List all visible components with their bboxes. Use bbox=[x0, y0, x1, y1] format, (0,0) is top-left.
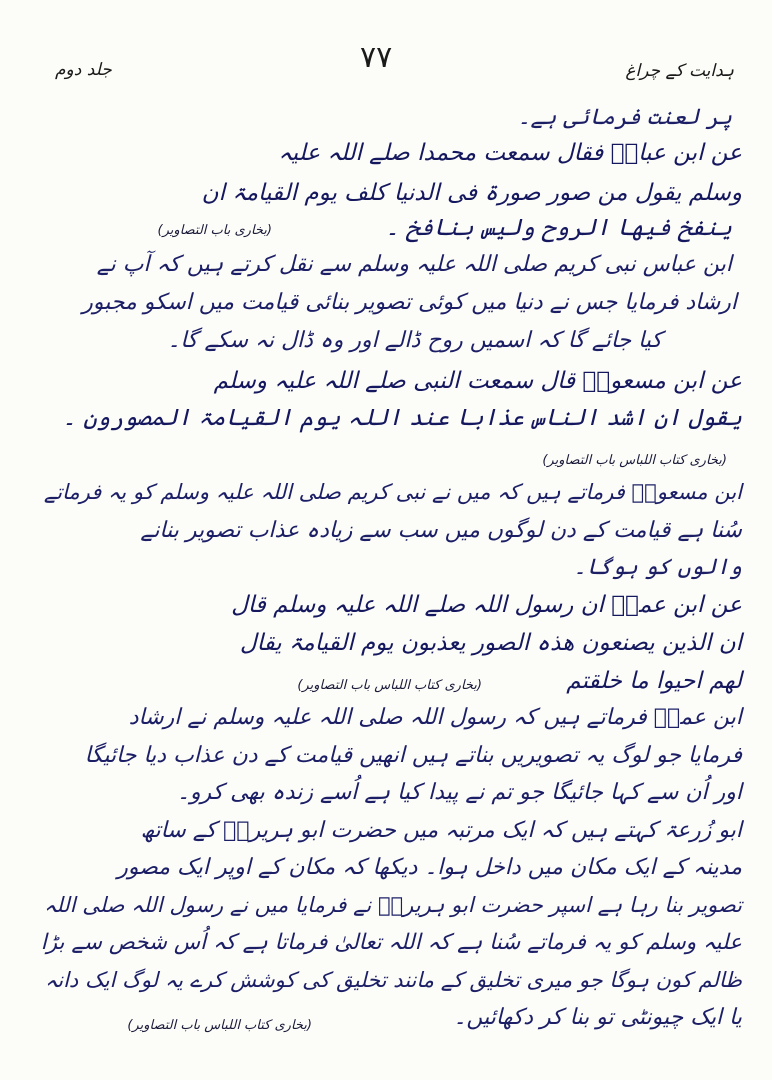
text-line: پر لعنت فرمائی ہے۔ bbox=[517, 105, 732, 130]
text-line: ابن مسعودؓ فرماتے ہیں کہ میں نے نبی کریم صلی اللہ علیہ وسلم کو یہ فرماتے bbox=[43, 480, 742, 504]
text-line: کیا جائے گا کہ اسمیں روح ڈالے اور وہ ڈال نہ سکے گا۔ bbox=[167, 328, 662, 353]
text-line: والوں کو ہوگا۔ bbox=[573, 555, 742, 580]
page-header bbox=[0, 40, 772, 100]
hadith-line: ینفخ فیھا الروح ولیس بنافخ ۔ bbox=[385, 215, 732, 241]
text-line: علیہ وسلم کو یہ فرماتے سُنا ہے کہ اللہ تعالیٰ فرماتا ہے کہ اُس شخص سے بڑا bbox=[40, 930, 742, 955]
hadith-line: لھم احیوا ما خلقتم bbox=[566, 668, 742, 694]
text-line: ظالم کون ہوگا جو میری تخلیق کے مانند تخلیق کی کوشش کرے یہ لوگ ایک دانہ bbox=[44, 968, 742, 992]
hadith-line: ان الذین یصنعون ھذہ الصور یعذبون یوم القیامۃ یقال bbox=[239, 630, 742, 656]
text-line: فرمایا جو لوگ یہ تصویریں بناتے ہیں انھیں قیامت کے دن عذاب دیا جائیگا bbox=[84, 743, 742, 768]
volume-label: جلد دوم bbox=[55, 60, 112, 80]
text-line: ابن عباس نبی کریم صلی اللہ علیہ وسلم سے نقل کرتے ہیں کہ آپ نے bbox=[96, 252, 732, 277]
hadith-line: یقول ان اشد الناس عذابا عند اللہ یوم القیامۃ المصورون ۔ bbox=[62, 405, 742, 431]
hadith-line: عن ابن عمرؓ ان رسول اللہ صلے اللہ علیہ وسلم قال bbox=[231, 592, 742, 618]
hadith-line: عن ابن مسعودؓ قال سمعت النبی صلے اللہ علیہ وسلم bbox=[213, 368, 742, 394]
hadith-line: وسلم یقول من صور صورۃ فی الدنیا کلف یوم القیامۃ ان bbox=[201, 180, 742, 206]
text-line: مدینہ کے ایک مکان میں داخل ہوا۔ دیکھا کہ مکان کے اوپر ایک مصور bbox=[117, 855, 742, 880]
page-number: ۷۷ bbox=[360, 40, 393, 75]
reference-line: (بخاری باب التصاویر) bbox=[157, 223, 272, 238]
reference-line: (بخاری کتاب اللباس باب التصاویر) bbox=[542, 453, 727, 468]
text-line: تصویر بنا رہا ہے اسپر حضرت ابو ہریرہؓ نے فرمایا میں نے رسول اللہ صلی اللہ bbox=[44, 893, 742, 917]
text-line: اور اُن سے کہا جائیگا جو تم نے پیدا کیا ہے اُسے زندہ بھی کرو۔ bbox=[177, 780, 742, 805]
text-line: یا ایک چیونٹی تو بنا کر دکھائیں۔ bbox=[453, 1005, 742, 1030]
reference-line: (بخاری کتاب اللباس باب التصاویر) bbox=[127, 1018, 312, 1033]
text-line: ارشاد فرمایا جس نے دنیا میں کوئی تصویر بنائی قیامت میں اسکو مجبور bbox=[82, 290, 737, 315]
hadith-line: عن ابن عباسؓ فقال سمعت محمدا صلے اللہ علیہ bbox=[278, 140, 742, 166]
text-line: ابن عمرؓ فرماتے ہیں کہ رسول اللہ صلی اللہ علیہ وسلم نے ارشاد bbox=[128, 705, 742, 730]
text-line: ابو زُرعۃ کہتے ہیں کہ ایک مرتبہ میں حضرت ابو ہریرہؓ کے ساتھ bbox=[140, 818, 742, 843]
text-line: سُنا ہے قیامت کے دن لوگوں میں سب سے زیادہ عذاب تصویر بنانے bbox=[140, 518, 742, 543]
book-title: ہدایت کے چراغ bbox=[625, 61, 734, 81]
reference-line: (بخاری کتاب اللباس باب التصاویر) bbox=[297, 678, 482, 693]
